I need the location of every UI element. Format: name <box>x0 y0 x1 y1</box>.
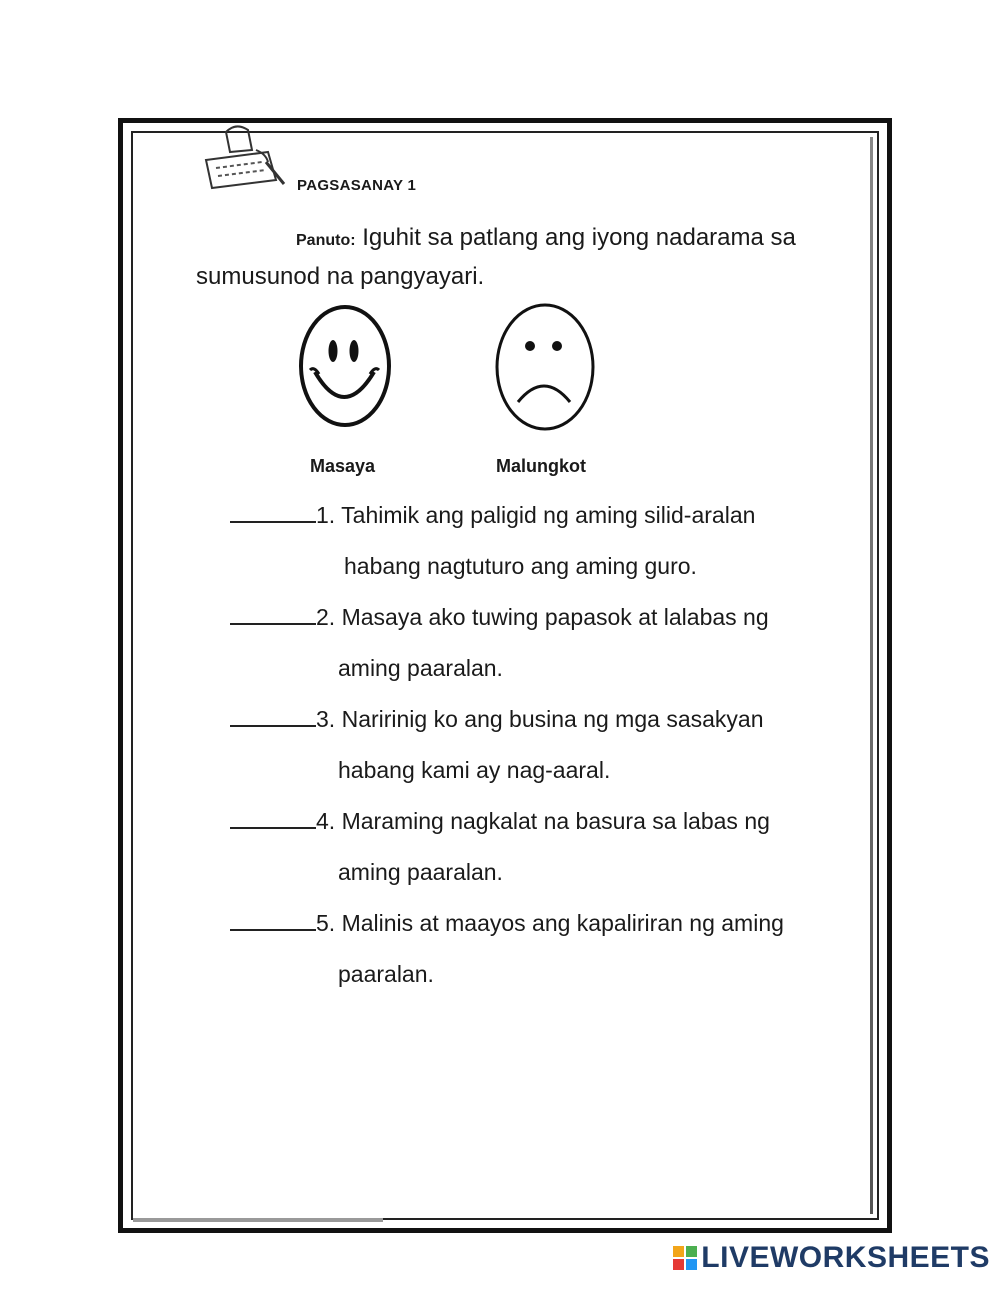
item-number: 1. <box>316 502 336 528</box>
sad-face-icon <box>494 302 598 434</box>
logo-blocks-icon <box>673 1246 697 1270</box>
item-text-continued: paaralan. <box>338 961 434 987</box>
item-text-continued: aming paaralan. <box>338 655 503 681</box>
happy-face-label: Masaya <box>310 456 376 476</box>
instruction-text: Iguhit sa patlang ang iyong nadarama sa sumusunod na pangyayari. <box>196 224 796 290</box>
item-number: 5. <box>316 910 336 936</box>
answer-blank[interactable] <box>230 911 316 931</box>
item-text: Maraming nagkalat na basura sa labas ng <box>341 808 770 834</box>
list-item <box>230 898 790 1000</box>
item-text: Naririnig ko ang busina ng mga sasakyan <box>341 706 764 732</box>
answer-blank[interactable] <box>230 605 316 625</box>
item-text-continued: habang kami ay nag-aaral. <box>338 757 611 783</box>
item-number: 3. <box>316 706 336 732</box>
item-number: 2. <box>316 604 336 630</box>
liveworksheets-logo[interactable] <box>673 1241 990 1275</box>
footer-strip <box>133 1218 383 1222</box>
list-item <box>230 592 790 694</box>
list-item <box>230 796 790 898</box>
brand-name: LIVEWORKSHEETS <box>701 1241 990 1274</box>
item-text-continued: habang nagtuturo ang aming guro. <box>344 553 697 579</box>
item-text: Masaya ako tuwing papasok at lalabas ng <box>341 604 769 630</box>
item-text-continued: aming paaralan. <box>338 859 503 885</box>
item-text: Malinis at maayos ang kapaliriran ng aming <box>341 910 784 936</box>
answer-blank[interactable] <box>230 707 316 727</box>
answer-blank[interactable] <box>230 503 316 523</box>
instruction <box>196 220 796 295</box>
list-item <box>230 490 790 592</box>
student-writing-clipart <box>196 122 286 192</box>
item-text: Tahimik ang paligid ng aming silid-aralan <box>341 502 756 528</box>
list-item <box>230 694 790 796</box>
item-number: 4. <box>316 808 336 834</box>
worksheet-heading: PAGSASANAY 1 <box>297 177 417 194</box>
sad-face-label: Malungkot <box>496 456 586 476</box>
instruction-label: Panuto: <box>296 232 356 249</box>
happy-face-icon <box>298 304 394 430</box>
answer-blank[interactable] <box>230 809 316 829</box>
